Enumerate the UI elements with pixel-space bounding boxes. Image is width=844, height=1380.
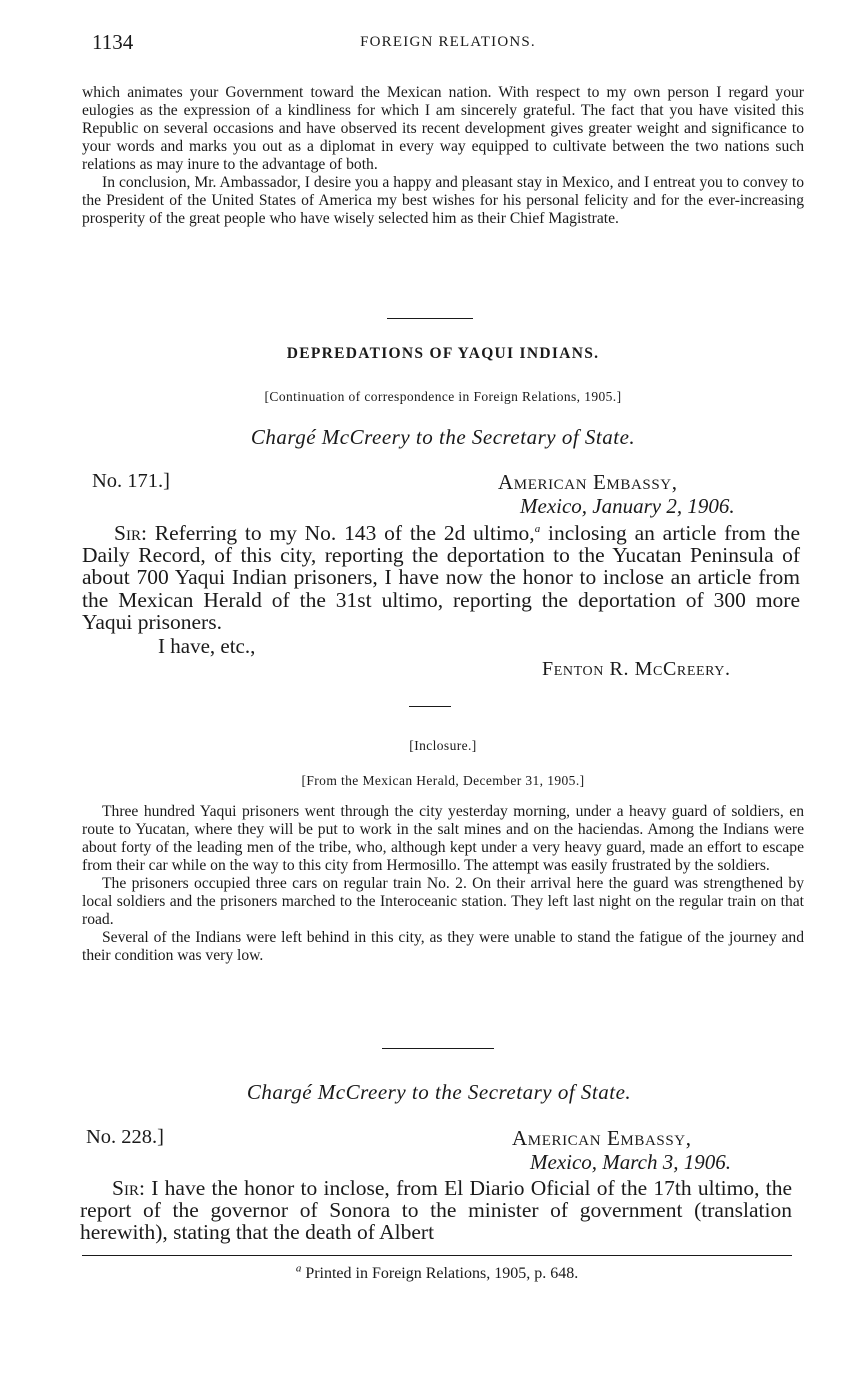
inclosure-label: [Inclosure.] bbox=[409, 738, 477, 753]
footnote-marker: a bbox=[534, 522, 541, 535]
continued-paragraph: which animates your Government toward the Mexican nation. With respect to my own person I regard your eulogies as the expression of a kindliness for which I am sincerely grateful. The fact that you have visited this Republic on several occasions and have observed its recent development gives greater weight and significance to your words and marks you out as a diplomat in every way equipped to cultivate between the two nations such relations as may inure to the advantage of both. bbox=[82, 84, 804, 173]
footnote-marker: a bbox=[295, 1262, 302, 1275]
letter-paragraph bbox=[82, 522, 800, 633]
conclusion-paragraph: In conclusion, Mr. Ambassador, I desire you a happy and pleasant stay in Mexico, and I entreat you to convey to the President of the United States of America my best wishes for his personal felicity and for the ever-increasing prosperity of the great people who have wisely selected him as their Chief Magistrate. bbox=[82, 174, 804, 227]
place-date: Mexico, March 3, 1906. bbox=[530, 1150, 731, 1174]
footnote-divider bbox=[82, 1255, 792, 1256]
section-divider bbox=[409, 706, 451, 707]
inclosure-source: [From the Mexican Herald, December 31, 1905.] bbox=[301, 773, 585, 788]
page-number: 1134 bbox=[92, 30, 134, 54]
letter-body bbox=[82, 522, 800, 633]
inclosure-paragraph: Three hundred Yaqui prisoners went through the city yesterday morning, under a heavy guard of soldiers, en route to Yucatan, where they will be put to work in the salt mines and on the haciendas. Among the Indians were about forty of the leading men of the tribe, who, although kept under a very heavy guard, made an effort to escape from their car while on the way to this city from Hermosillo. The attempt was easily frustrated by the soldiers. bbox=[82, 803, 804, 874]
inclosure-paragraph: The prisoners occupied three cars on regular train No. 2. On their arrival here the guard was strengthened by local soldiers and the prisoners marched to the Interoceanic station. They left last night on the regular train on that road. bbox=[82, 875, 804, 928]
letter-text-part: : Referring to my No. 143 of the 2d ultimo, bbox=[140, 521, 535, 545]
complimentary-close: I have, etc., bbox=[158, 634, 256, 658]
footnote bbox=[82, 1262, 792, 1283]
despatch-number: No. 171.] bbox=[92, 470, 171, 492]
inclosure-text bbox=[82, 803, 804, 965]
section-title: DEPREDATIONS OF YAQUI INDIANS. bbox=[286, 345, 600, 362]
salutation: Sir bbox=[114, 521, 141, 545]
inclosure-paragraph: Several of the Indians were left behind in this city, as they were unable to stand the fatigue of the journey and their condition was very low. bbox=[82, 929, 804, 964]
letter-paragraph bbox=[80, 1177, 792, 1244]
page-header bbox=[92, 30, 804, 58]
embassy-name: American Embassy, bbox=[512, 1126, 692, 1150]
section-divider bbox=[387, 318, 473, 319]
despatch-number: No. 228.] bbox=[86, 1126, 165, 1148]
salutation: Sir bbox=[112, 1176, 139, 1200]
section-divider bbox=[382, 1048, 494, 1049]
footnote-text: Printed in Foreign Relations, 1905, p. 648. bbox=[301, 1265, 579, 1282]
letter-text-part: inclosing an article from the Daily Record, of this city, reporting the deportation to the Yucatan Peninsula of about 700 Yaqui Indian prisoners, I have now the honor to inclose an article from the Mexican Herald of the 31st ultimo, reporting the deportation of 300 more Yaqui prisoners. bbox=[82, 521, 800, 634]
letter-heading: Chargé McCreery to the Secretary of State. bbox=[246, 1080, 632, 1104]
running-head: FOREIGN RELATIONS. bbox=[360, 34, 536, 50]
embassy-name: American Embassy, bbox=[498, 470, 678, 494]
letter-text-part: : I have the honor to inclose, from El Diario Oficial of the 17th ultimo, the report of the governor of Sonora to the minister of government (translation herewith), stating that the death of Albert bbox=[80, 1176, 792, 1245]
continued-text bbox=[82, 84, 804, 228]
letter-heading: Chargé McCreery to the Secretary of State. bbox=[250, 425, 636, 449]
letter-body bbox=[80, 1177, 792, 1244]
place-date: Mexico, January 2, 1906. bbox=[520, 494, 735, 518]
signature: Fenton R. McCreery. bbox=[542, 658, 731, 680]
continuation-note: [Continuation of correspondence in Foreign Relations, 1905.] bbox=[264, 389, 622, 404]
